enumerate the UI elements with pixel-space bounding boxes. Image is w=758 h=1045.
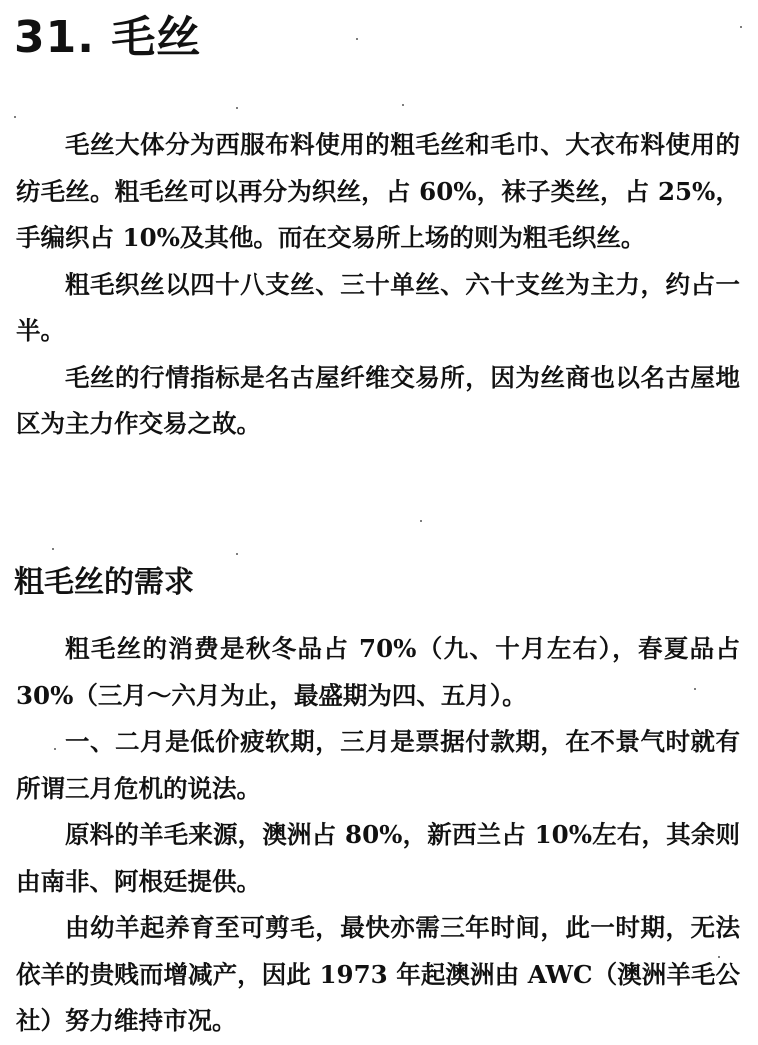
intro-paragraph-2: 粗毛织丝以四十八支丝、三十单丝、六十支丝为主力，约占一半。 bbox=[16, 269, 740, 345]
demand-paragraph-3: 原料的羊毛来源，澳洲占 80%，新西兰占 10%左右，其余则由南非、阿根廷提供。 bbox=[16, 820, 740, 896]
intro-paragraph-1: 毛丝大体分为西服布料使用的粗毛丝和毛巾、大衣布料使用的纺毛丝。粗毛丝可以再分为织丝，占 60%，袜子类丝，占 25%，手编织占 10%及其他。而在交易所上场的则为粗毛织丝。 bbox=[16, 130, 740, 252]
scan-speck bbox=[694, 688, 696, 690]
scan-speck bbox=[740, 26, 742, 28]
chapter-title: 31. 毛丝 bbox=[14, 12, 202, 63]
scan-speck bbox=[236, 553, 238, 555]
section-heading: 粗毛丝的需求 bbox=[14, 565, 194, 600]
scan-speck bbox=[54, 748, 56, 750]
scan-speck bbox=[236, 107, 238, 109]
scan-speck bbox=[402, 104, 404, 106]
intro-section bbox=[16, 122, 740, 448]
scan-speck bbox=[718, 956, 720, 958]
intro-paragraph-3: 毛丝的行情指标是名古屋纤维交易所，因为丝商也以名古屋地区为主力作交易之故。 bbox=[16, 362, 740, 438]
scan-speck bbox=[356, 38, 358, 40]
scan-speck bbox=[420, 520, 422, 522]
demand-paragraph-2: 一、二月是低价疲软期，三月是票据付款期，在不景气时就有所谓三月危机的说法。 bbox=[16, 727, 740, 803]
scan-speck bbox=[14, 116, 16, 118]
scan-speck bbox=[52, 548, 54, 550]
demand-section bbox=[16, 626, 740, 1045]
demand-paragraph-4: 由幼羊起养育至可剪毛，最快亦需三年时间，此一时期，无法依羊的贵贱而增减产，因此 1973 年起澳洲由 AWC（澳洲羊毛公社）努力维持市况。 bbox=[16, 913, 740, 1035]
demand-paragraph-1: 粗毛丝的消费是秋冬品占 70%（九、十月左右），春夏品占 30%（三月～六月为止，最盛期为四、五月）。 bbox=[16, 634, 740, 710]
